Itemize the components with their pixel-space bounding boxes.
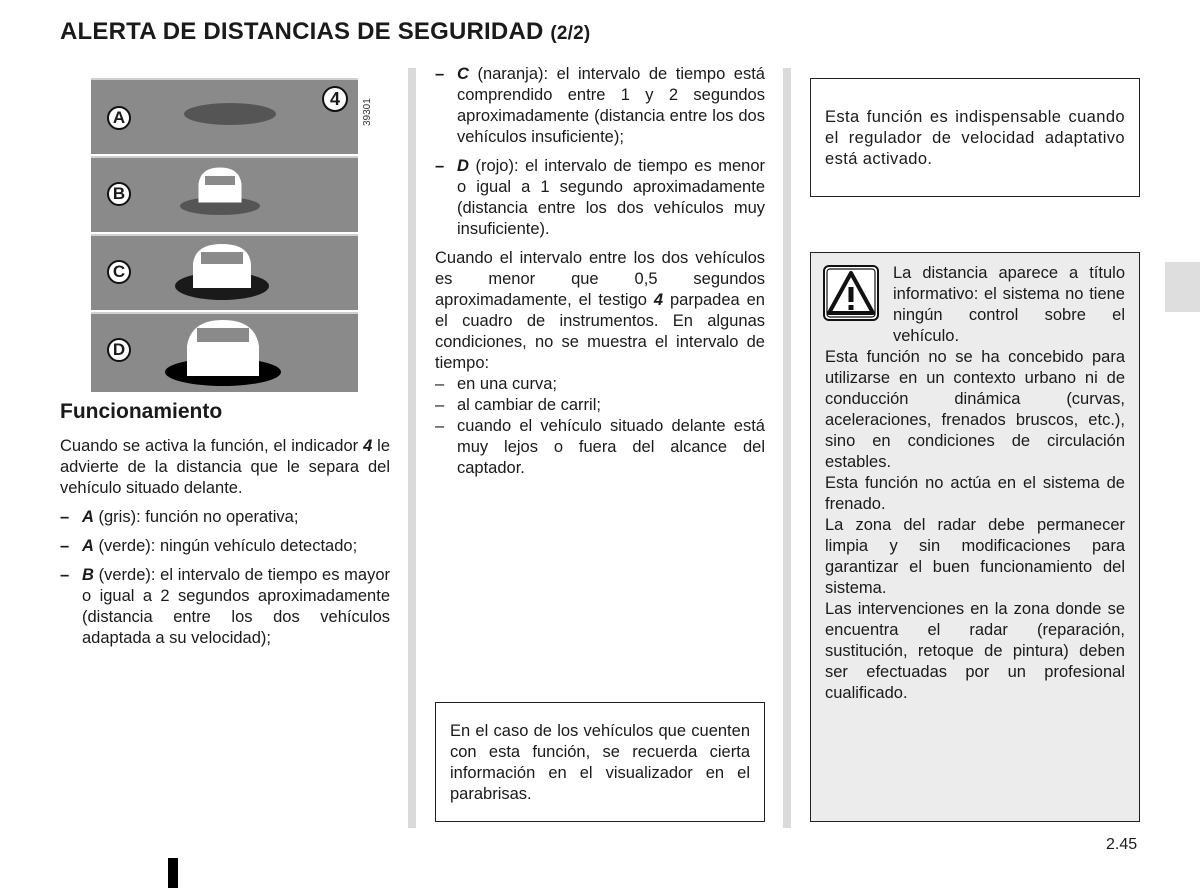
chapter-tab [1165,262,1200,312]
figure-code: 39301 [362,98,373,126]
warning-text: Esta función no se ha concebido para utilizarse en un contexto urbano ni de conducción dinámica (curvas, aceleraciones, frenados bruscos, etc.), sino en condiciones de circulación estables. [825,348,1125,471]
panel-label-c: C [107,260,131,284]
middle-column-text [435,64,765,479]
warning-text: La zona del radar debe permanecer limpia y sin modificaciones para garantizar el buen funcionamiento del sistema. [825,516,1125,597]
page-title-suffix: (2/2) [550,23,591,44]
left-column-text [60,436,390,657]
info-box-text: Esta función es indispensable cuando el regulador de velocidad adaptativo está activado. [825,108,1125,168]
column-separator [408,68,416,828]
empty-road-icon [91,80,358,154]
warning-text: Esta función no actúa en el sistema de frenado. [825,474,1125,513]
list-item: – al cambiar de carril; [435,396,601,414]
section-heading: Funcionamiento [60,400,223,423]
warning-box [810,252,1140,822]
list-item: – en una curva; [435,375,557,393]
windscreen-note-text: En el caso de los vehículos que cuenten con esta función, se recuerda cierta información en el visualizador en el parabrisas. [450,722,750,803]
panel-a [91,78,358,154]
list-item: – C (naranja): el intervalo de tiempo está comprendido entre 1 y 2 segundos aproximadamente (distancia entre los dos vehículos insuficiente); [435,65,765,146]
warning-triangle-icon [823,265,879,321]
distance-indicator-figure [91,78,358,390]
panel-label-b: B [107,182,131,206]
page-title: ALERTA DE DISTANCIAS DE SEGURIDAD (2/2) [60,18,591,45]
page-edge-mark [168,858,178,888]
panel-label-a: A [107,106,131,130]
list-item: – B (verde): el intervalo de tiempo es mayor o igual a 2 segundos aproximadamente (distancia entre los dos vehículos adaptada a su velocidad); [60,566,390,647]
list-item: – D (rojo): el intervalo de tiempo es menor o igual a 1 segundo aproximadamente (distancia entre los dos vehículos muy insuficiente). [435,157,765,238]
list-item: – cuando el vehículo situado delante está muy lejos o fuera del alcance del captador. [435,417,765,477]
info-box [810,78,1140,197]
windscreen-note-box [435,702,765,822]
intro-paragraph: Cuando se activa la función, el indicador 4 le advierte de la distancia que le separa del vehículo situado delante. [60,437,390,497]
car-medium-icon [91,236,358,310]
page-number: 2.45 [1106,836,1138,853]
warning-text: Las intervenciones en la zona donde se encuentra el radar (reparación, sustitución, retoque de pintura) deben ser efectuadas por un profesional cualificado. [825,600,1125,702]
list-item: – A (gris): función no operativa; [60,508,299,526]
car-large-icon [91,314,358,392]
column-separator [783,68,791,828]
blink-paragraph: Cuando el intervalo entre los dos vehículos es menor que 0,5 segundos aproximadamente, el testigo 4 parpadea en el cuadro de instrumentos. En algunas condiciones, no se muestra el intervalo de tiempo: [435,249,765,372]
list-item: – A (verde): ningún vehículo detectado; [60,537,358,555]
indicator-badge: 4 [322,86,348,112]
panel-b [91,156,358,232]
panel-label-d: D [107,338,131,362]
warning-text-first: La distancia aparece a título informativo: el sistema no tiene ningún control sobre el vehículo. [893,264,1125,345]
car-small-icon [91,158,358,232]
panel-d [91,312,358,392]
panel-c [91,234,358,310]
